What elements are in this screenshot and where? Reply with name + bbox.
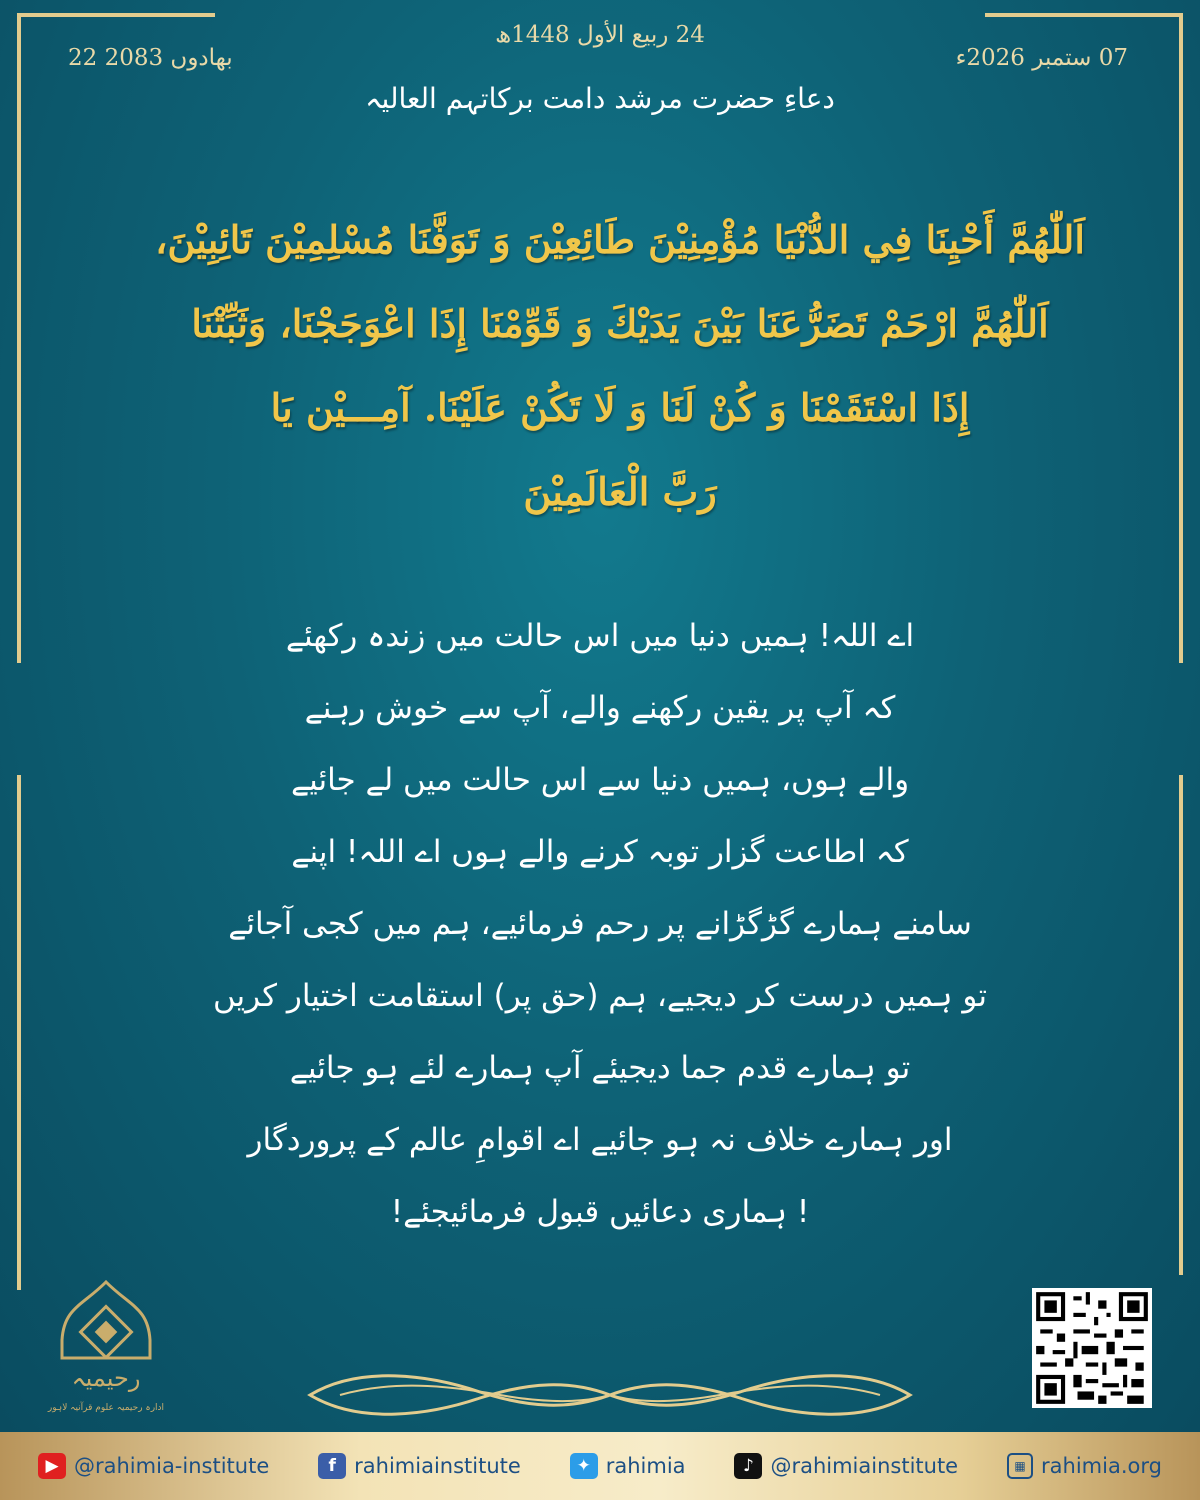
facebook-icon: f [318, 1453, 346, 1479]
website-link[interactable] [1007, 1453, 1162, 1479]
twitter-handle: rahimia [605, 1454, 686, 1478]
translation-line: سامنے ہمارے گڑگڑانے پر رحم فرمائیے، ہم میں کجی آجائے [228, 906, 972, 942]
translation-line: ! ہماری دعائیں قبول فرمائیجئے! [390, 1194, 810, 1230]
hijri-date: 24 ربیع الأول 1448ھ [495, 22, 705, 48]
translation-line: والے ہوں، ہمیں دنیا سے اس حالت میں لے جائیے [290, 762, 910, 798]
translation-line: کہ اطاعت گزار توبہ کرنے والے ہوں اے اللہ! اپنے [291, 834, 909, 870]
youtube-icon: ▶ [38, 1453, 66, 1479]
translation-line: اور ہمارے خلاف نہ ہو جائیے اے اقوامِ عالم کے پروردگار [247, 1122, 953, 1158]
website-url: rahimia.org [1041, 1454, 1162, 1478]
frame-right-bottom [1179, 775, 1183, 1275]
ornament-divider [300, 1370, 920, 1420]
qr-icon: ▦ [1007, 1453, 1033, 1479]
gregorian-date: 07 ستمبر 2026ء [955, 45, 1128, 71]
frame-top-left [17, 13, 215, 17]
logo-subtext: ادارہ رحیمیہ علوم قرآنیہ لاہور [47, 1403, 165, 1413]
bikrami-date: 22 بھادوں 2083 [68, 45, 233, 71]
qr-code[interactable] [1032, 1288, 1152, 1408]
twitter-icon: ✦ [570, 1453, 598, 1479]
page-title: دعاءِ حضرت مرشد دامت برکاتہم العالیہ [365, 82, 835, 115]
translation-line: تو ہمارے قدم جما دیجیئے آپ ہمارے لئے ہو جائیے [289, 1050, 911, 1086]
tiktok-handle: @rahimiainstitute [770, 1454, 959, 1478]
urdu-translation [200, 600, 1000, 1248]
dua-line: رَبَّ الْعَالَمِيْنَ [523, 469, 717, 514]
frame-left-bottom [17, 775, 21, 1290]
dua-line: إِذَا اسْتَقَمْنَا وَ كُنْ لَنَا وَ لَا تَكُنْ عَلَيْنَا. آمِـــيْن يَا [270, 385, 970, 430]
youtube-handle: @rahimia-institute [74, 1454, 270, 1478]
dua-line: اَللّٰهُمَّ ارْحَمْ تَضَرُّعَنَا بَيْنَ يَدَيْكَ وَ قَوِّمْنَا إِذَا اعْوَجَجْنَا، وَثَبِّتْنَا [191, 301, 1049, 346]
facebook-link[interactable] [318, 1453, 521, 1479]
dua-line: اَللّٰهُمَّ أَحْيِنَا فِي الدُّنْيَا مُؤْمِنِيْنَ طَائِعِيْنَ وَ تَوَفَّنَا مُسْلِمِيْنَ تَائِبِيْنَ، [155, 217, 1085, 262]
translation-line: کہ آپ پر یقین رکھنے والے، آپ سے خوش رہنے [304, 690, 896, 726]
institute-logo [42, 1278, 170, 1426]
translation-line: تو ہمیں درست کر دیجیے، ہم (حق پر) استقامت اختیار کریں [212, 978, 988, 1014]
frame-top-right [985, 13, 1183, 17]
translation-line: اے اللہ! ہمیں دنیا میں اس حالت میں زندہ رکھئے [285, 618, 915, 654]
logo-text: رحیمیہ [71, 1364, 141, 1392]
tiktok-link[interactable] [734, 1453, 958, 1479]
tiktok-icon: ♪ [734, 1453, 762, 1479]
social-footer [0, 1432, 1200, 1500]
facebook-handle: rahimiainstitute [354, 1454, 521, 1478]
dua-arabic [150, 198, 1090, 534]
twitter-link[interactable] [570, 1453, 686, 1479]
youtube-link[interactable] [38, 1453, 269, 1479]
